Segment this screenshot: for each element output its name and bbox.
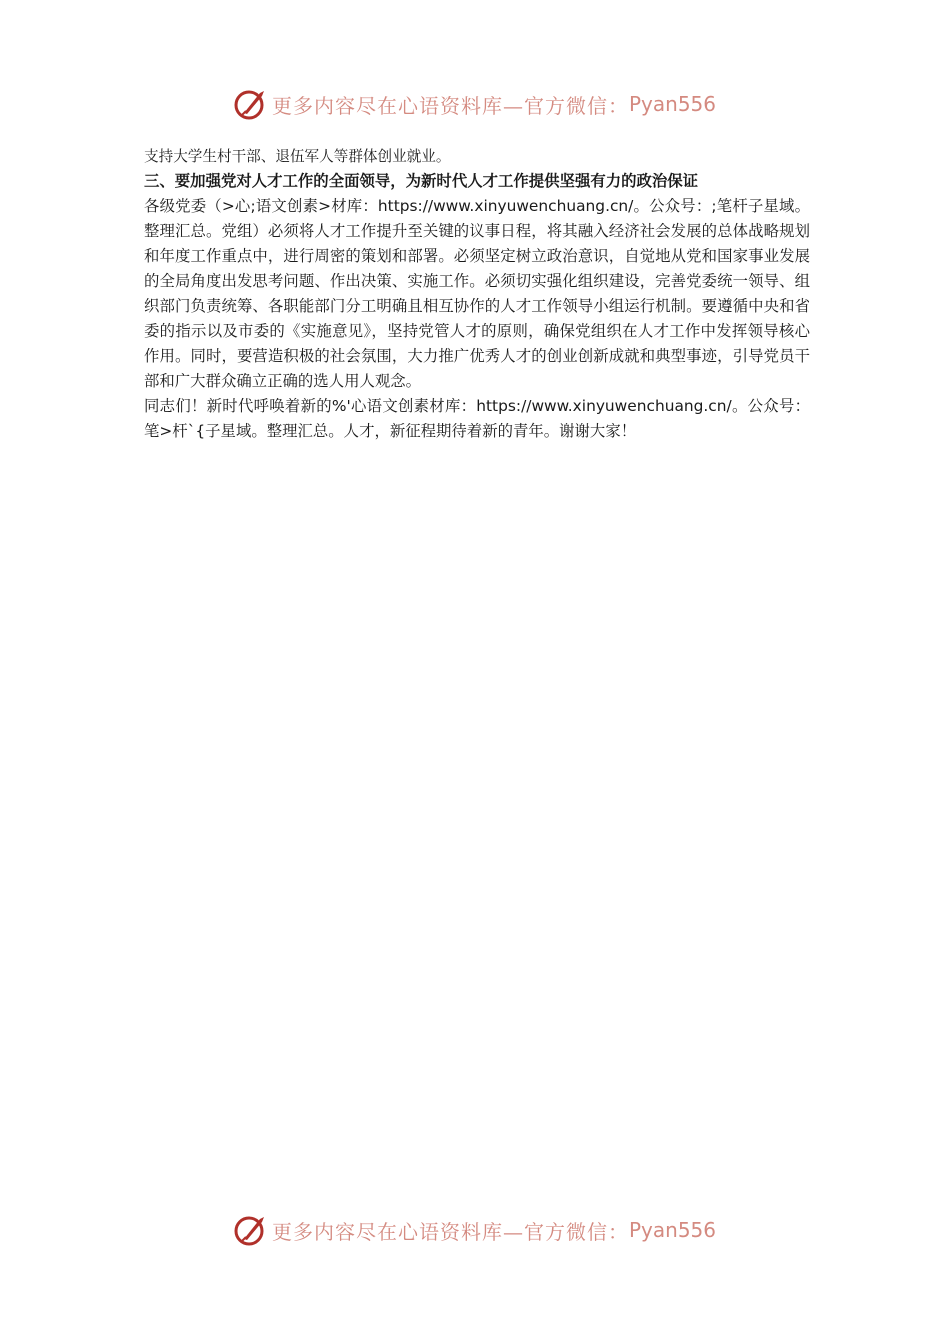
footer-banner-text: 更多内容尽在心语资料库—官方微信：	[271, 1219, 629, 1244]
header-banner-handle: Pyan556	[628, 92, 716, 116]
footer-banner-handle: Pyan556	[628, 1218, 716, 1242]
quill-logo-icon	[234, 87, 268, 121]
footer-banner	[0, 1210, 950, 1250]
document-body	[144, 144, 810, 444]
paragraph: 支持大学生村干部、退伍军人等群体创业就业。	[144, 148, 451, 165]
section-heading: 三、要加强党对人才工作的全面领导，为新时代人才工作提供坚强有力的政治保证	[144, 172, 699, 190]
quill-logo-icon	[234, 1213, 268, 1247]
paragraph: 各级党委（>心;语文创素>材库：https://www.xinyuwenchuang.cn/。公众号：;笔杆子星域。整理汇总。党组）必须将人才工作提升至关键的议事日程，将其融入经济社会发展的总体战略规划和年度工作重点中，进行周密的策划和部署。必须坚定树立政治意识，自觉地从党和国家事业发展的全局角度出发思考问题、作出决策、实施工作。必须切实强化组织建设，完善党委统一领导、组织部门负责统筹、各职能部门分工明确且相互协作的人才工作领导小组运行机制。要遵循中央和省委的指示以及市委的《实施意见》，坚持党管人才的原则，确保党组织在人才工作中发挥领导核心作用。同时，要营造积极的社会氛围，大力推广优秀人才的创业创新成就和典型事迹，引导党员干部和广大群众确立正确的选人用人观念。	[144, 197, 810, 390]
paragraph: 同志们！新时代呼唤着新的%'心语文创素材库：https://www.xinyuwenchuang.cn/。公众号：笔>杆`{子星域。整理汇总。人才，新征程期待着新的青年。谢谢大家！	[144, 397, 810, 440]
header-banner-text: 更多内容尽在心语资料库—官方微信：	[271, 93, 629, 118]
header-banner	[0, 84, 950, 124]
